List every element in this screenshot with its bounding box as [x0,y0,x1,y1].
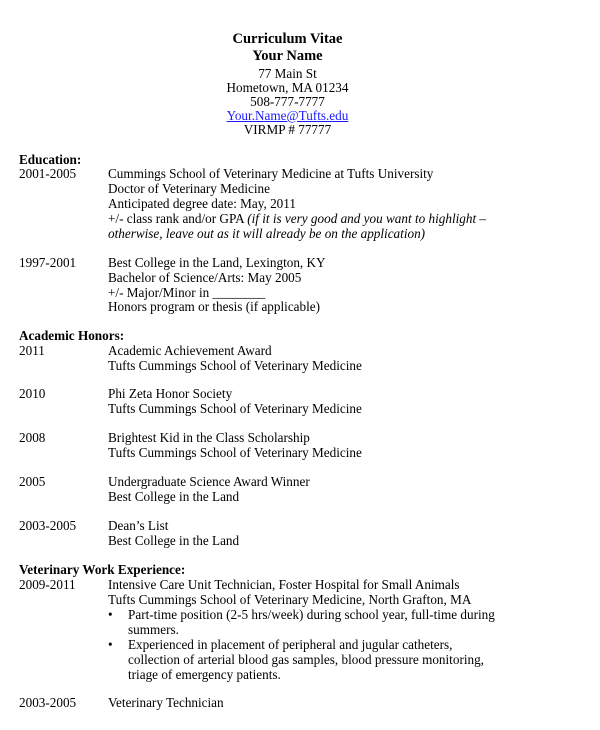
education-date: 2001-2005 [19,166,77,181]
honor-title: Phi Zeta Honor Society [108,386,233,401]
honor-title: Dean’s List [108,518,169,533]
education-rank-line [108,211,486,226]
honor-title: Academic Achievement Award [108,343,272,358]
experience-date: 2009-2011 [19,577,76,592]
honor-org: Tufts Cummings School of Veterinary Medicine [108,401,362,416]
education-heading: Education: [19,152,82,167]
experience-title: Intensive Care Unit Technician, Foster Hospital for Small Animals [108,577,460,592]
education-date: 1997-2001 [19,255,77,270]
virmp-number: VIRMP # 77777 [243,122,332,137]
bullet-icon: • [108,637,113,652]
experience-bullet: Experienced in placement of peripheral and jugular catheters, [128,637,453,652]
honor-title: Undergraduate Science Award Winner [108,474,310,489]
experience-bullet-continued: summers. [128,622,179,637]
email-link[interactable]: Your.Name@Tufts.edu [226,108,349,123]
education-rank-note-continued: otherwise, leave out as it will already be on the application) [108,226,426,241]
honor-date: 2008 [19,430,46,445]
education-major: +/- Major/Minor in ________ [108,285,266,300]
applicant-name: Your Name [252,48,323,64]
honor-date: 2011 [19,343,45,358]
experience-bullet-continued: collection of arterial blood gas samples, blood pressure monitoring, [128,652,484,667]
education-school: Best College in the Land, Lexington, KY [108,255,326,270]
experience-date: 2003-2005 [19,695,77,710]
honor-date: 2003-2005 [19,518,77,533]
rank-note: (if it is very good and you want to highlight – [247,211,487,226]
education-degree-date: Anticipated degree date: May, 2011 [108,196,296,211]
experience-org: Tufts Cummings School of Veterinary Medicine, North Grafton, MA [108,592,472,607]
experience-title: Veterinary Technician [108,695,224,710]
honors-heading: Academic Honors: [19,328,125,343]
rank-label: +/- class rank and/or GPA [108,211,248,226]
experience-bullet: Part-time position (2-5 hrs/week) during school year, full-time during [128,607,495,622]
honor-org: Best College in the Land [108,489,240,504]
honor-org: Best College in the Land [108,533,240,548]
education-degree: Doctor of Veterinary Medicine [108,181,270,196]
honor-title: Brightest Kid in the Class Scholarship [108,430,310,445]
education-school: Cummings School of Veterinary Medicine at Tufts University [108,166,434,181]
honor-org: Tufts Cummings School of Veterinary Medicine [108,358,362,373]
address-street: 77 Main St [258,66,317,81]
honor-date: 2005 [19,474,46,489]
honor-date: 2010 [19,386,46,401]
honor-org: Tufts Cummings School of Veterinary Medicine [108,445,362,460]
experience-bullet-continued: triage of emergency patients. [128,667,281,682]
education-honors-program: Honors program or thesis (if applicable) [108,299,321,314]
phone-number: 508-777-7777 [250,94,325,109]
experience-heading: Veterinary Work Experience: [19,562,186,577]
address-city: Hometown, MA 01234 [226,80,349,95]
document-title: Curriculum Vitae [232,31,343,47]
bullet-icon: • [108,607,113,622]
education-degree: Bachelor of Science/Arts: May 2005 [108,270,302,285]
